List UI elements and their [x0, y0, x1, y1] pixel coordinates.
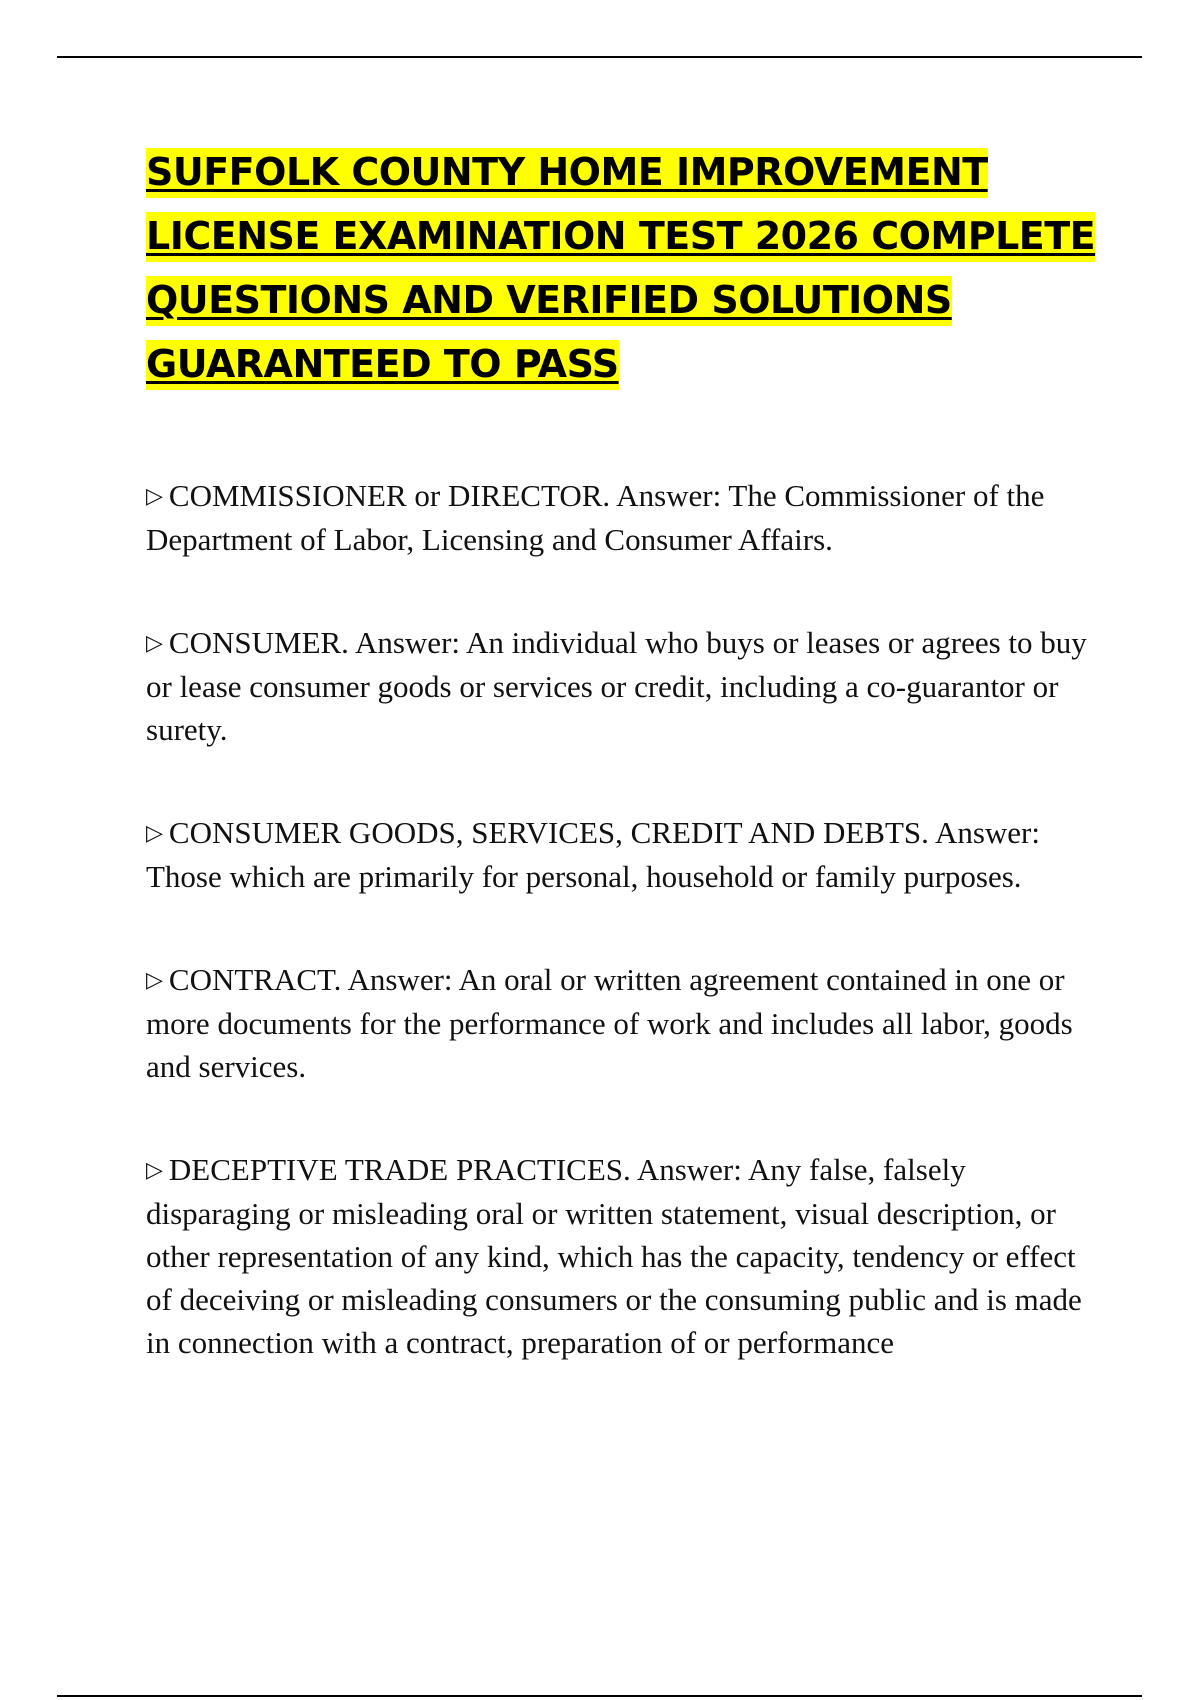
qa-entry-text: DECEPTIVE TRADE PRACTICES. Answer: Any false, falsely disparaging or misleading oral or written statement, visual description, or other representation of any kind, which has the capacity, tendency or effect of deceiving or misleading consumers or the consuming public and is made in connection with a contract, preparation of or performance — [146, 1152, 1082, 1360]
qa-entry — [146, 958, 1101, 1088]
qa-entry-text: COMMISSIONER or DIRECTOR. Answer: The Commissioner of the Department of Labor, Licensing and Consumer Affairs. — [146, 478, 1045, 557]
qa-entry — [146, 1148, 1101, 1364]
qa-entry — [146, 811, 1101, 898]
qa-entry-text: CONSUMER GOODS, SERVICES, CREDIT AND DEBTS. Answer: Those which are primarily for personal, household or family purposes. — [146, 815, 1040, 894]
qa-list — [146, 474, 1101, 1424]
triangle-right-outline-icon: ▷ — [146, 968, 163, 993]
qa-entry-text: CONTRACT. Answer: An oral or written agreement contained in one or more documents for the performance of work and includes all labor, goods and services. — [146, 962, 1073, 1084]
triangle-right-outline-icon: ▷ — [146, 1158, 163, 1183]
qa-entry — [146, 474, 1101, 561]
qa-entry — [146, 621, 1101, 751]
triangle-right-outline-icon: ▷ — [146, 631, 163, 656]
document-title-text: SUFFOLK COUNTY HOME IMPROVEMENT LICENSE EXAMINATION TEST 2026 COMPLETE QUESTIONS AND VERIFIED SOLUTIONS GUARANTEED TO PASS — [146, 148, 1095, 390]
document-title — [146, 140, 1136, 396]
bottom-divider — [57, 1695, 1142, 1697]
top-divider — [57, 56, 1142, 58]
qa-entry-text: CONSUMER. Answer: An individual who buys or leases or agrees to buy or lease consumer goods or services or credit, including a co-guarantor or surety. — [146, 625, 1087, 747]
triangle-right-outline-icon: ▷ — [146, 821, 163, 846]
triangle-right-outline-icon: ▷ — [146, 484, 163, 509]
